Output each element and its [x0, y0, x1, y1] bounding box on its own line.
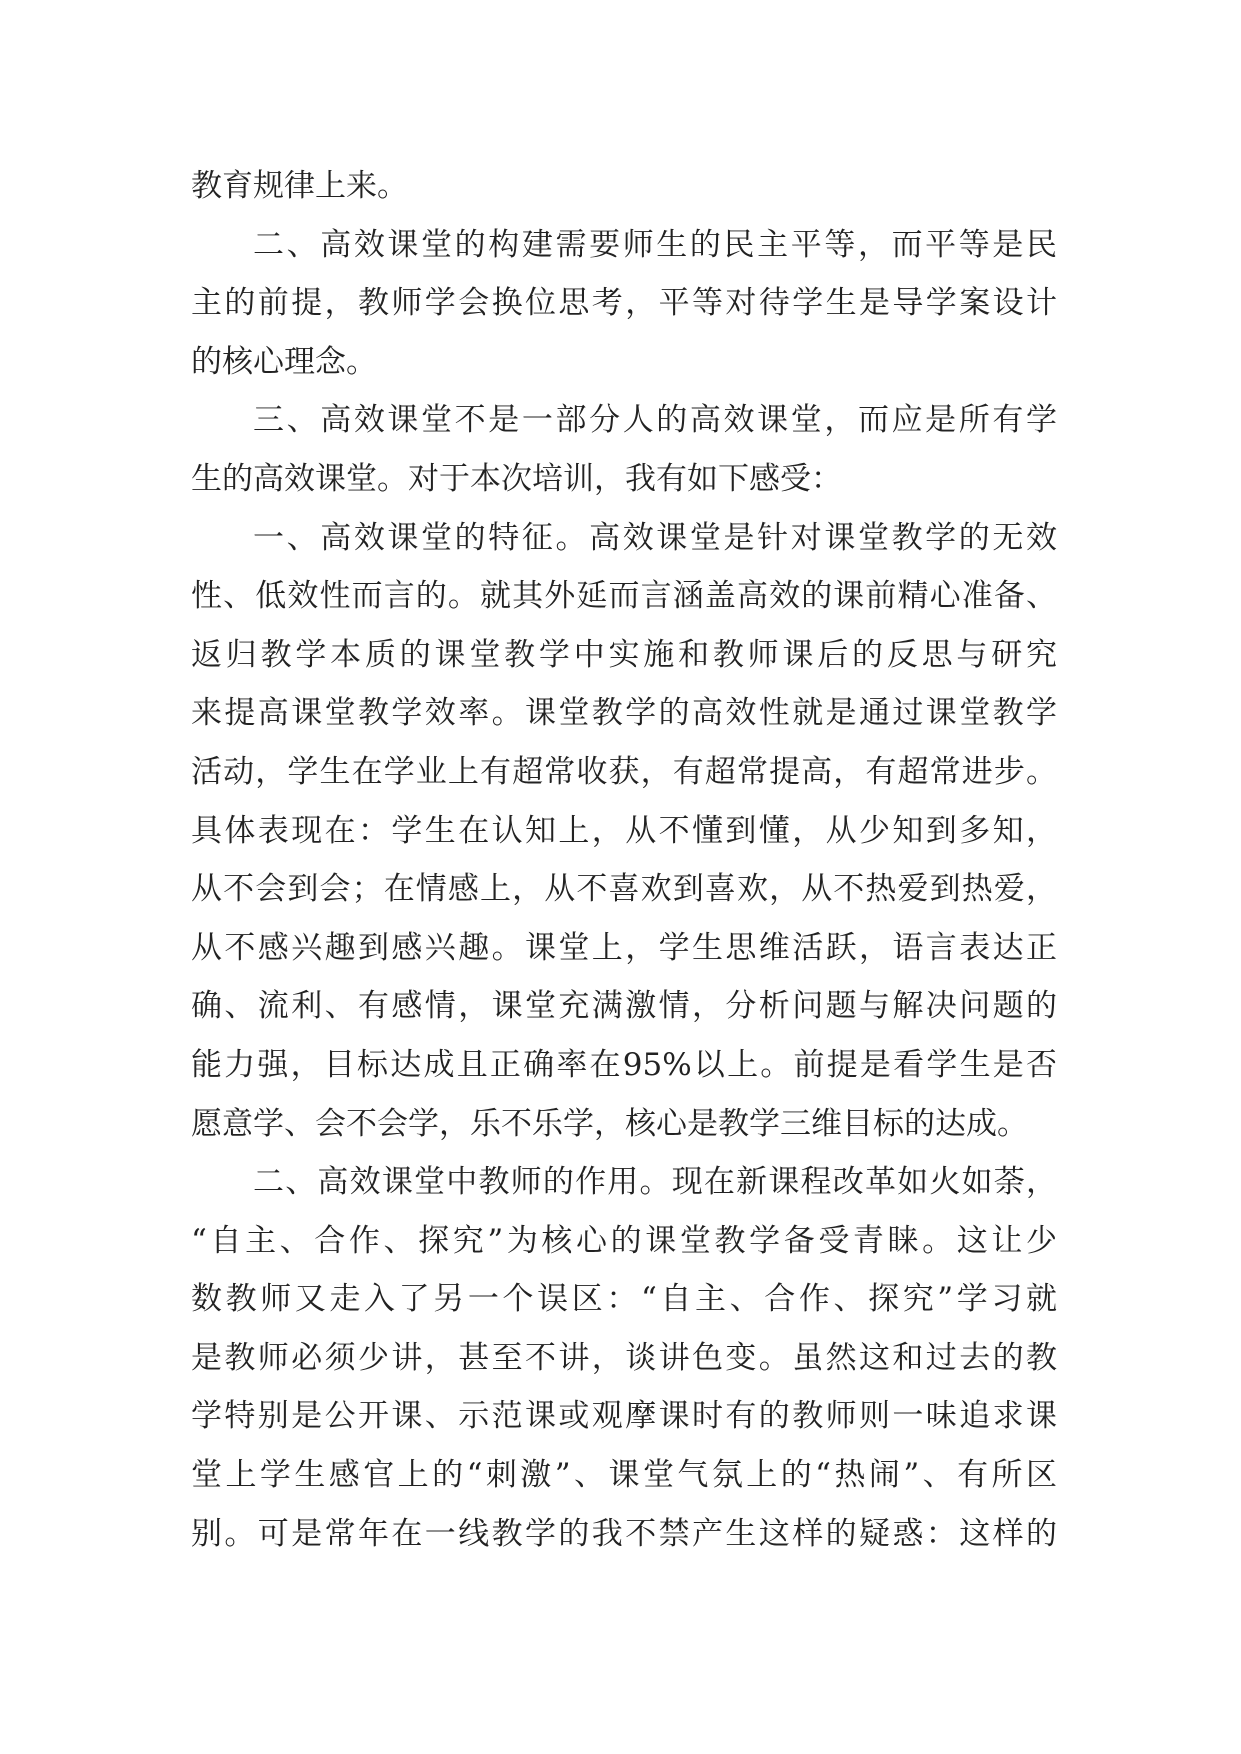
text-line: 一、高效课堂的特征。高效课堂是针对课堂教学的无效 [253, 519, 1057, 556]
text-line: 二、高效课堂的构建需要师生的民主平等，而平等是民 [253, 226, 1057, 263]
text-line: “自主、合作、探究”为核心的课堂教学备受青睐。这让少 [191, 1222, 1057, 1259]
paragraph [191, 216, 1057, 392]
text-line: 的核心理念。 [191, 343, 377, 380]
text-line: 堂上学生感官上的“刺激”、课堂气氛上的“热闹”、有所区 [191, 1457, 1057, 1494]
paragraph [191, 1153, 1057, 1563]
text-line: 来提高课堂教学效率。课堂教学的高效性就是通过课堂教学 [191, 695, 1057, 732]
text-line: 数教师又走入了另一个误区：“自主、合作、探究”学习就 [191, 1281, 1057, 1318]
text-line: 确、流利、有感情，课堂充满激情，分析问题与解决问题的 [191, 988, 1057, 1025]
paragraph [191, 509, 1057, 1154]
text-line: 性、低效性而言的。就其外延而言涵盖高效的课前精心准备、 [191, 578, 1057, 615]
text-line: 学特别是公开课、示范课或观摩课时有的教师则一味追求课 [191, 1398, 1057, 1435]
text-line: 愿意学、会不会学，乐不乐学，核心是教学三维目标的达成。 [191, 1105, 1028, 1142]
text-line: 从不感兴趣到感兴趣。课堂上，学生思维活跃，语言表达正 [191, 929, 1057, 966]
text-line: 具体表现在：学生在认知上，从不懂到懂，从少知到多知， [191, 812, 1057, 849]
text-line: 生的高效课堂。对于本次培训，我有如下感受： [191, 460, 842, 497]
text-line: 主的前提，教师学会换位思考，平等对待学生是导学案设计 [191, 285, 1057, 322]
text-line: 返归教学本质的课堂教学中实施和教师课后的反思与研究 [191, 636, 1057, 673]
paragraph [191, 157, 1057, 216]
document-page [191, 157, 1057, 1563]
text-line: 三、高效课堂不是一部分人的高效课堂，而应是所有学 [253, 402, 1057, 439]
text-line: 教育规律上来。 [191, 168, 408, 204]
text-line: 二、高效课堂中教师的作用。现在新课程改革如火如荼， [253, 1164, 1057, 1201]
text-line: 能力强，目标达成且正确率在95%以上。前提是看学生是否 [191, 1046, 1057, 1083]
text-line: 别。可是常年在一线教学的我不禁产生这样的疑惑：这样的 [191, 1515, 1057, 1552]
paragraph [191, 391, 1057, 508]
text-line: 活动，学生在学业上有超常收获，有超常提高，有超常进步。 [191, 753, 1057, 790]
text-line: 从不会到会；在情感上，从不喜欢到喜欢，从不热爱到热爱， [191, 871, 1057, 908]
text-line: 是教师必须少讲，甚至不讲，谈讲色变。虽然这和过去的教 [191, 1339, 1057, 1376]
